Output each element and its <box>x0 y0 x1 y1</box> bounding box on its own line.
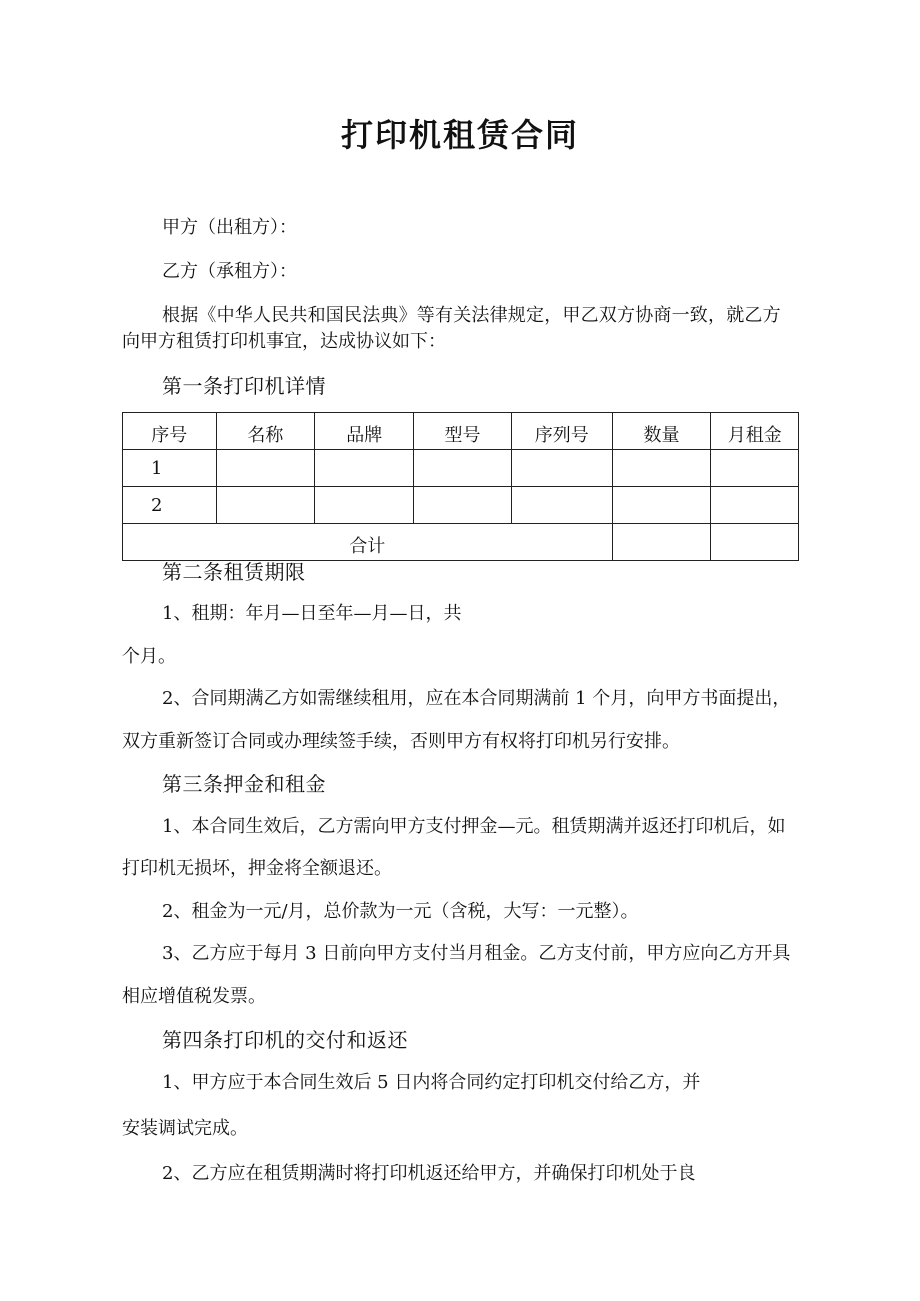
header-cell-name: 名称 <box>216 413 315 450</box>
header-cell-quantity: 数量 <box>612 413 711 450</box>
table-cell <box>711 450 799 487</box>
party-a-label: 甲方（出租方）： <box>162 217 297 238</box>
article-2-item-2-line-2: 双方重新签订合同或办理续签手续，否则甲方有权将打印机另行安排。 <box>122 731 680 752</box>
table-cell <box>612 450 711 487</box>
total-label-cell: 合计 <box>123 524 613 561</box>
article-4-item-1-line-2: 安装调试完成。 <box>122 1118 248 1139</box>
preamble-line-1: 根据《中华人民共和国民法典》等有关法律规定，甲乙双方协商一致，就乙方 <box>162 305 781 326</box>
article-3-item-1-line-2: 打印机无损坏，押金将全额退还。 <box>122 858 392 879</box>
article-4-heading: 第四条打印机的交付和返还 <box>162 1028 408 1052</box>
table-cell <box>711 487 799 524</box>
header-cell-model: 型号 <box>414 413 512 450</box>
article-3-item-2: 2、租金为一元/月，总价款为一元（含税，大写：一元整）。 <box>162 901 639 922</box>
article-2-heading: 第二条租赁期限 <box>162 560 306 584</box>
printer-details-table <box>122 412 799 561</box>
table-cell <box>511 487 612 524</box>
table-cell <box>216 487 315 524</box>
table-row <box>123 487 799 524</box>
document-title: 打印机租赁合同 <box>340 116 579 154</box>
header-cell-index: 序号 <box>123 413 217 450</box>
table-cell <box>414 487 512 524</box>
row-index-cell: 2 <box>123 487 217 524</box>
row-index-cell: 1 <box>123 450 217 487</box>
article-3-item-3-line-1: 3、乙方应于每月 3 日前向甲方支付当月租金。乙方支付前，甲方应向乙方开具 <box>162 943 791 964</box>
article-4-item-2-line-1: 2、乙方应在租赁期满时将打印机返还给甲方，并确保打印机处于良 <box>162 1163 696 1184</box>
header-cell-brand: 品牌 <box>315 413 414 450</box>
article-1-heading: 第一条打印机详情 <box>162 374 326 398</box>
table-cell <box>612 487 711 524</box>
article-2-item-1-line-1: 1、租期：年月—日至年—月—日，共 <box>162 603 462 624</box>
table-cell <box>414 450 512 487</box>
article-4-item-1-line-1: 1、甲方应于本合同生效后 5 日内将合同约定打印机交付给乙方，并 <box>162 1072 701 1093</box>
article-2-item-1-line-2: 个月。 <box>122 646 176 667</box>
preamble-line-2: 向甲方租赁打印机事宜，达成协议如下： <box>122 331 446 352</box>
header-cell-monthly-rent: 月租金 <box>711 413 799 450</box>
article-2-item-2-line-1: 2、合同期满乙方如需继续租用，应在本合同期满前 1 个月，向甲方书面提出， <box>162 688 791 709</box>
party-b-label: 乙方（承租方）： <box>162 261 297 282</box>
total-rent-cell <box>711 524 799 561</box>
total-quantity-cell <box>612 524 711 561</box>
header-cell-serial: 序列号 <box>511 413 612 450</box>
article-3-heading: 第三条押金和租金 <box>162 772 326 796</box>
table-cell <box>216 450 315 487</box>
table-cell <box>315 450 414 487</box>
article-3-item-3-line-2: 相应增值税发票。 <box>122 986 266 1007</box>
table-cell <box>315 487 414 524</box>
table-row <box>123 450 799 487</box>
article-3-item-1-line-1: 1、本合同生效后，乙方需向甲方支付押金—元。租赁期满并返还打印机后，如 <box>162 816 786 837</box>
table-total-row <box>123 524 799 561</box>
table-header-row <box>123 413 799 450</box>
table-cell <box>511 450 612 487</box>
